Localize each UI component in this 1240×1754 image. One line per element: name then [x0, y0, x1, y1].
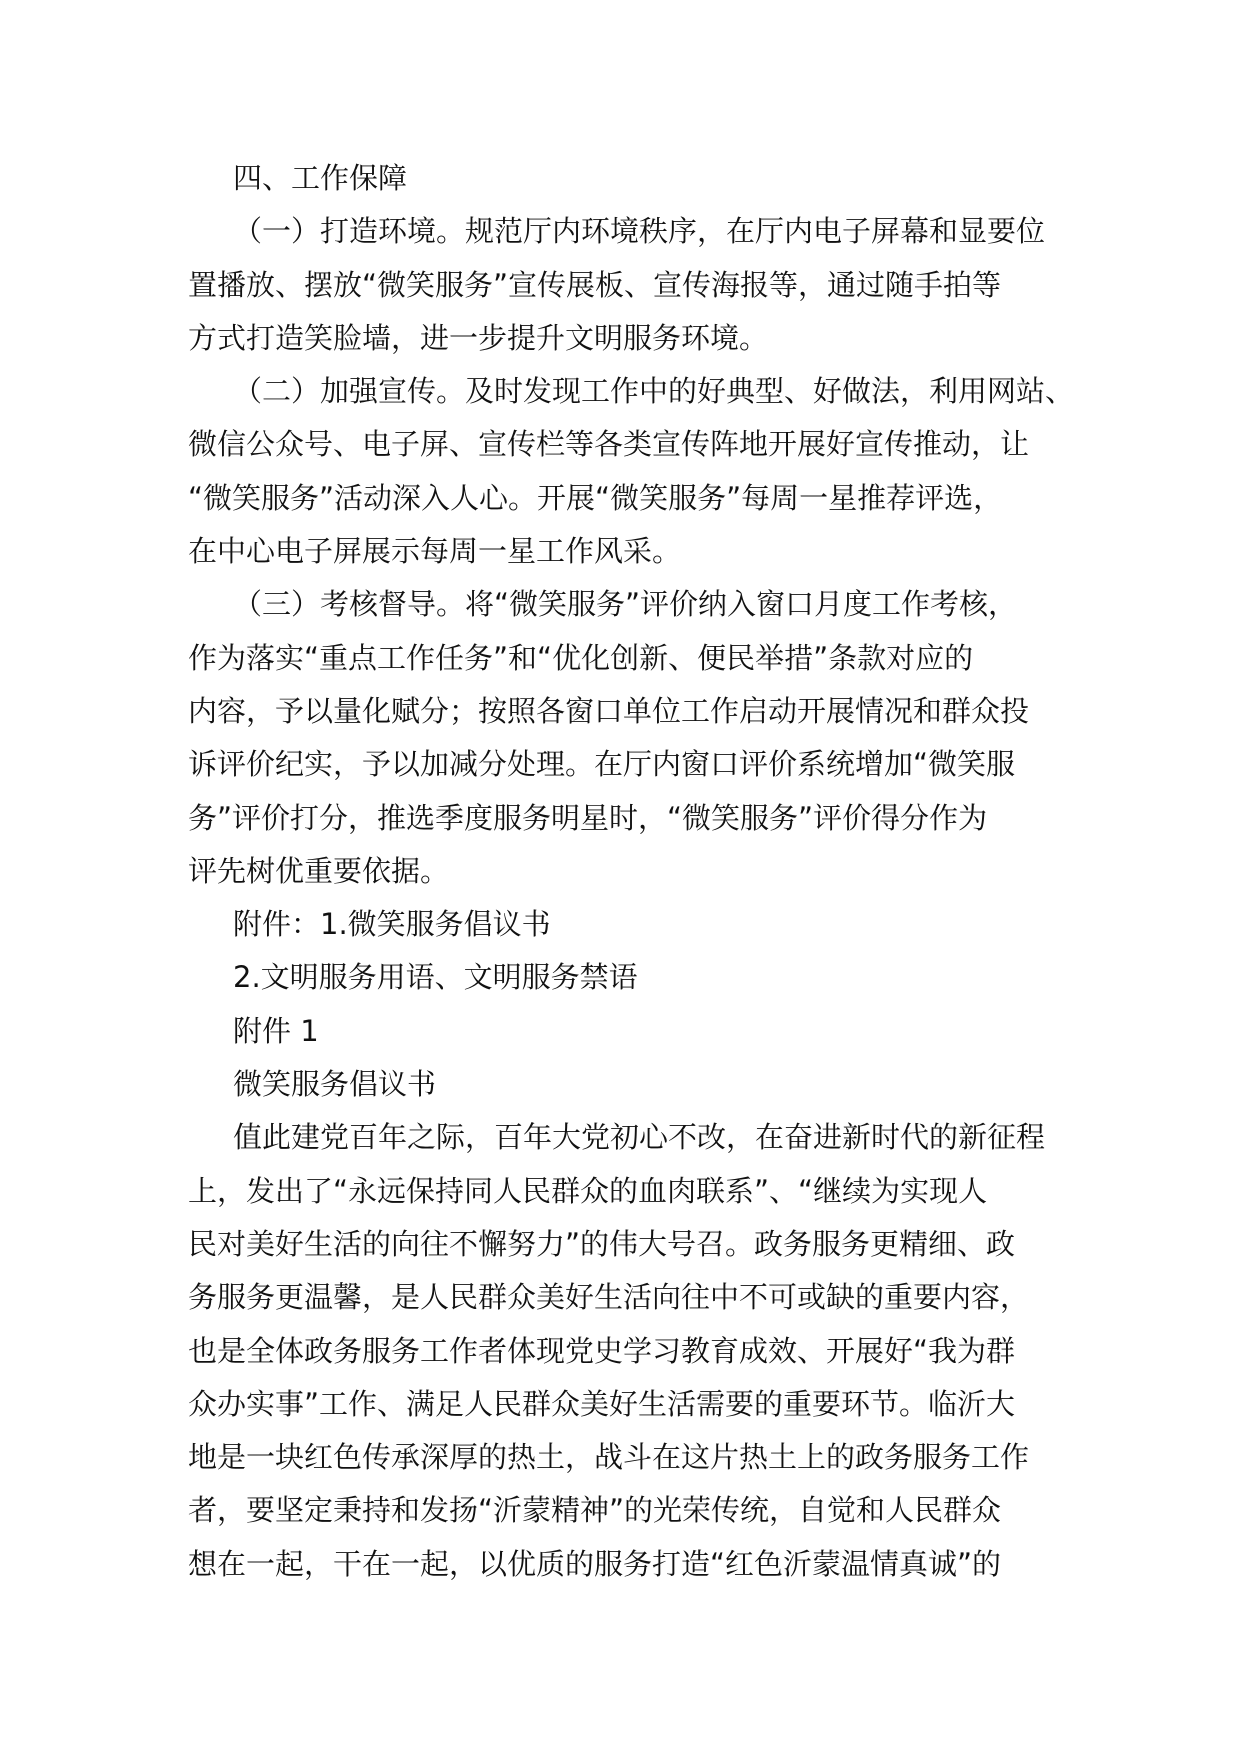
text-line: 诉评价纪实，予以加减分处理。在厅内窗口评价系统增加“微笑服	[188, 747, 1016, 782]
text-line: 微信公众号、电子屏、宣传栏等各类宣传阵地开展好宣传推动，让	[188, 427, 1030, 462]
document-body	[188, 152, 1075, 1591]
text-line: 2.文明服务用语、文明服务禁语	[233, 960, 638, 995]
text-line: 众办实事”工作、满足人民群众美好生活需要的重要环节。临沂大	[188, 1386, 1016, 1421]
text-line: （一）打造环境。规范厅内环境秩序，在厅内电子屏幕和显要位	[233, 214, 1046, 249]
text-line: 务服务更温馨，是人民群众美好生活向往中不可或缺的重要内容，	[188, 1280, 1030, 1315]
text-line: 内容，予以量化赋分；按照各窗口单位工作启动开展情况和群众投	[188, 693, 1030, 728]
text-line: 务”评价打分，推选季度服务明星时，“微笑服务”评价得分作为	[188, 800, 988, 835]
text-line: 在中心电子屏展示每周一星工作风采。	[188, 534, 682, 569]
text-line: 上，发出了“永远保持同人民群众的血肉联系”、“继续为实现人	[188, 1173, 988, 1208]
text-line: “微笑服务”活动深入人心。开展“微笑服务”每周一星推荐评选，	[188, 480, 1003, 515]
text-line: （三）考核督导。将“微笑服务”评价纳入窗口月度工作考核，	[233, 587, 1018, 622]
text-line: 四、工作保障	[233, 161, 408, 195]
text-line: （二）加强宣传。及时发现工作中的好典型、好做法，利用网站、	[233, 374, 1075, 409]
text-line: 地是一块红色传承深厚的热土，战斗在这片热土上的政务服务工作	[188, 1440, 1030, 1475]
text-line: 作为落实“重点工作任务”和“优化创新、便民举措”条款对应的	[188, 640, 974, 675]
text-line: 民对美好生活的向往不懈努力”的伟大号召。政务服务更精细、政	[188, 1226, 1016, 1261]
text-line: 想在一起，干在一起，以优质的服务打造“红色沂蒙温情真诚”的	[188, 1546, 1002, 1581]
text-line: 微笑服务倡议书	[233, 1067, 437, 1102]
text-line: 值此建党百年之际，百年大党初心不改，在奋进新时代的新征程	[233, 1120, 1046, 1155]
text-line: 者，要坚定秉持和发扬“沂蒙精神”的光荣传统，自觉和人民群众	[188, 1493, 1002, 1528]
text-line: 方式打造笑脸墙，进一步提升文明服务环境。	[188, 320, 769, 355]
text-line: 评先树优重要依据。	[188, 853, 450, 888]
text-line: 也是全体政务服务工作者体现党史学习教育成效、开展好“我为群	[188, 1333, 1016, 1368]
text-line: 附件 1	[233, 1013, 319, 1048]
text-line: 置播放、摆放“微笑服务”宣传展板、宣传海报等，通过随手拍等	[188, 267, 1002, 302]
text-line: 附件：1.微笑服务倡议书	[233, 907, 551, 942]
